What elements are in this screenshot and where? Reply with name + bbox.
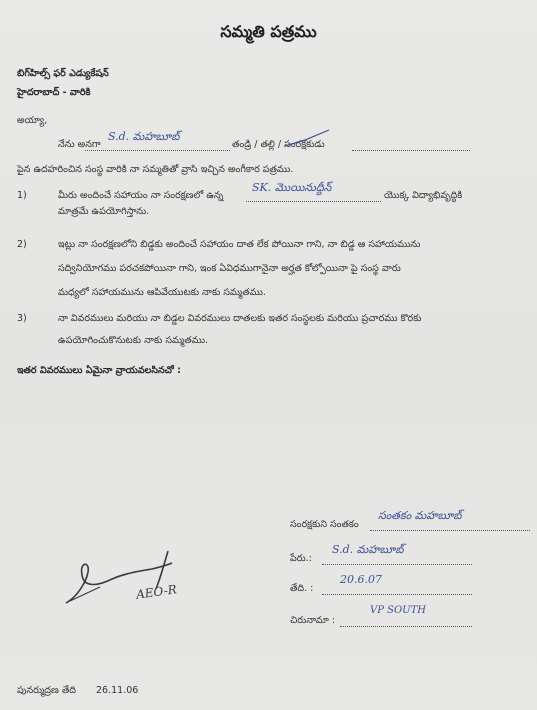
item-2-line3: మధ్యలో సహాయమును ఆపివేయుటకు నాకు సమ్మతము. <box>58 287 266 298</box>
guardian-signature-label: సంరక్షకుని సంతకం <box>290 519 359 530</box>
address-line <box>340 616 472 627</box>
officer-signature-icon <box>60 545 200 615</box>
page-title: సమ్మతి పత్రము <box>220 22 317 41</box>
officer-stamp: AEO-R <box>135 582 178 602</box>
relation-label: తండ్రి / తల్లి / సంరక్షకుడు <box>232 139 325 150</box>
renewal-date: 26.11.06 <box>96 685 139 696</box>
item-3-line2: ఉపయోగించుకొనుటకు నాకు సమ్మతము. <box>58 335 209 346</box>
child-name-handwritten: SK. మొయినుద్దీన్ <box>252 181 332 194</box>
item-3-number: 3) <box>17 313 27 324</box>
intro-continuation: పైన ఉదహరించిన సంస్థ వారికి నా సమ్మతితో వ్రాసి ఇచ్చిన అంగీకార పత్రము. <box>17 164 294 175</box>
date-label: తేది. : <box>290 583 314 594</box>
check-mark-icon <box>283 128 333 150</box>
addressee-line-2: హైదరాబాద్ - వారికి <box>17 87 91 98</box>
relation-field-line <box>352 140 470 151</box>
item-2-line2: సద్వినియోగము పరచకపోయినా గాని, ఇంక ఏవిధముగానైనా అర్హత కోల్పోయినా పై సంస్థ వారు <box>58 263 401 274</box>
item-1-number: 1) <box>17 190 27 201</box>
addressee-line-1: బిగ్‌హిల్స్ ఫర్ ఎడ్యుకేషన్ <box>17 68 109 79</box>
item-2-number: 2) <box>17 239 27 250</box>
guardian-name-value: S.d. మహబూబ్ <box>332 543 404 556</box>
intro-name-handwritten: S.d. మహబూబ్ <box>108 130 180 143</box>
item-1-line2: మాత్రమే ఉపయోగిస్తాను. <box>58 206 150 217</box>
date-value: 20.6.07 <box>340 573 382 586</box>
item-1-line1-suffix: యొక్క విద్యాభివృద్ధికి <box>384 190 463 201</box>
intro-prefix: నేను అనగా <box>58 139 101 150</box>
item-2-line1: ఇట్లు నా సంరక్షణలోని బిడ్డకు అందించే సహాయం దాత లేక పోయినా గాని, నా బిడ్డ ఆ సహాయమును <box>58 239 421 250</box>
item-1-line1-prefix: మీరు అందించే సహాయం నా సంరక్షణలో ఉన్న <box>58 190 224 201</box>
address-value: VP SOUTH <box>370 605 426 616</box>
salutation: అయ్యా, <box>17 115 48 126</box>
guardian-name-label: పేరు.: <box>290 553 312 564</box>
other-details-label: ఇతర వివరములు ఏమైనా వ్రాయవలసినచో : <box>17 365 181 376</box>
renewal-label: పునర్ముద్రణ తేది <box>17 685 76 696</box>
item-3-line1: నా వివరములు మరియు నా బిడ్డల వివరములు దాతలకు ఇతర సంస్థలకు మరియు ప్రచారము కొరకు <box>58 313 422 324</box>
guardian-signature-handwritten: సంతకం మహబూబ్ <box>378 509 462 522</box>
address-label: చిరునామా : <box>290 615 336 626</box>
